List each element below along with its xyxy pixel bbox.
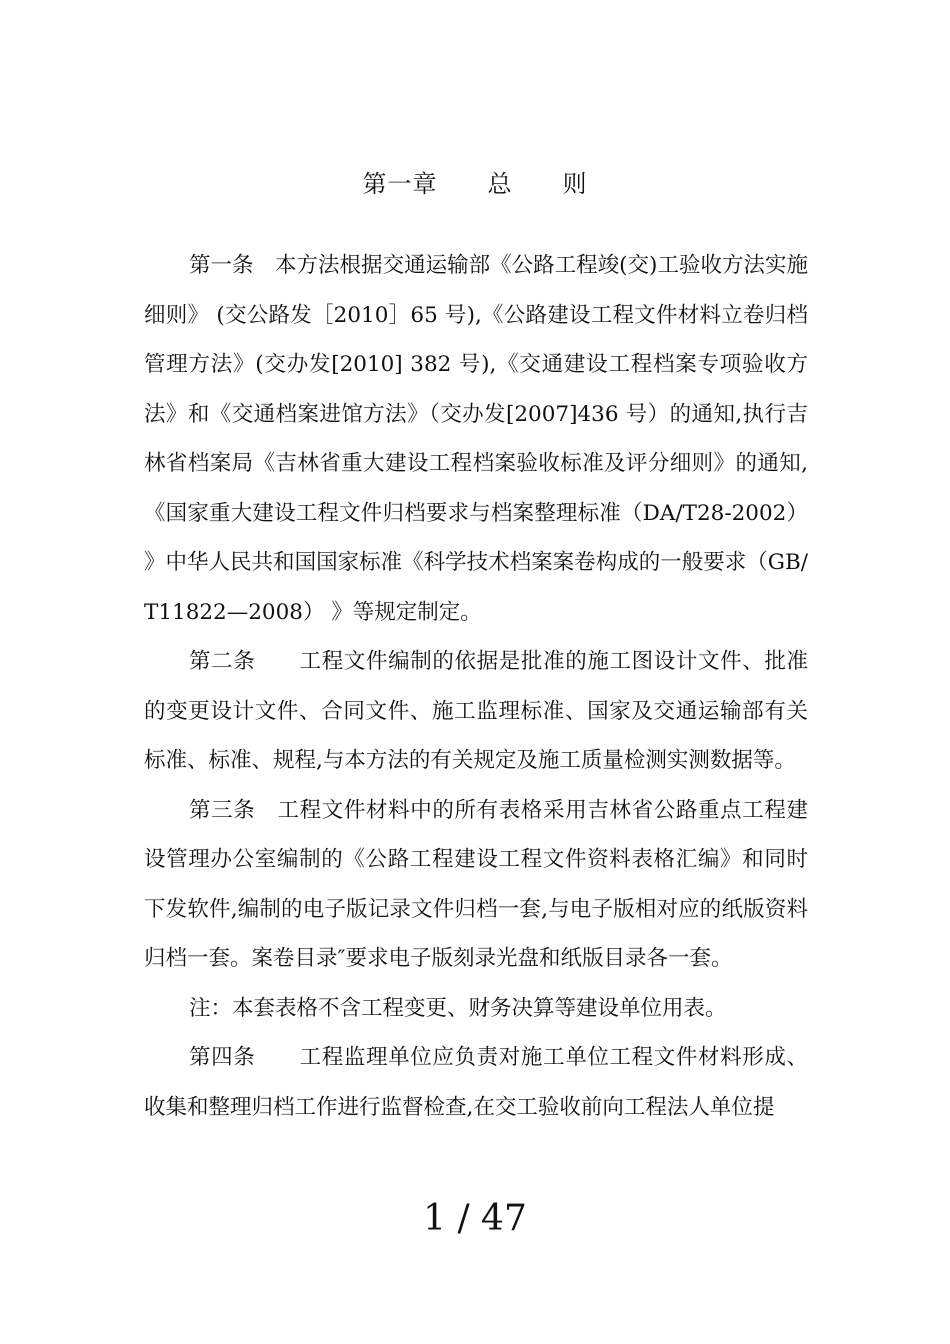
note-paragraph: 注：本套表格不含工程变更、财务决算等建设单位用表。 xyxy=(189,995,727,1021)
article-2-paragraph: 第二条 工程文件编制的依据是批准的施工图设计文件、批准的变更设计文件、合同文件、施工监理标准、国家及交通运输部有关标准、标准、规程,与本方法的有关规定及施工质量检测实测数据等。 xyxy=(144,649,808,773)
document-body xyxy=(144,241,815,1132)
article-3-paragraph: 第三条 工程文件材料中的所有表格采用吉林省公路重点工程建设管理办公室编制的《公路工程建设工程文件资料表格汇编》和同时下发软件,编制的电子版记录文件归档一套,与电子版相对应的纸版资料归档一套。案卷目录″要求电子版刻录光盘和纸版目录各一套。 xyxy=(144,797,808,971)
article-1-paragraph: 第一条 本方法根据交通运输部《公路工程竣(交)工验收方法实施细则》 (交公路发［2010］65 号),《公路建设工程文件材料立卷归档管理方法》(交办发[2010] 382 号),《交通建设工程档案专项验收方法》和《交通档案进馆方法》（交办发[2007]436 号）的通知,执行吉林省档案局《吉林省重大建设工程档案验收标准及评分细则》的通知,《国家重大建设工程文件归档要求与档案整理标准（DA/T28-2002） 》中华人民共和国国家标准《科学技术档案案卷构成的一般要求（GB/T11822—2008） 》等规定制定。 xyxy=(144,253,815,625)
chapter-title: 第一章 总 则 xyxy=(362,170,588,198)
page-number: 1 / 47 xyxy=(423,1198,527,1239)
article-4-paragraph: 第四条 工程监理单位应负责对施工单位工程文件材料形成、收集和整理归档工作进行监督检查,在交工验收前向工程法人单位提 xyxy=(144,1045,808,1120)
